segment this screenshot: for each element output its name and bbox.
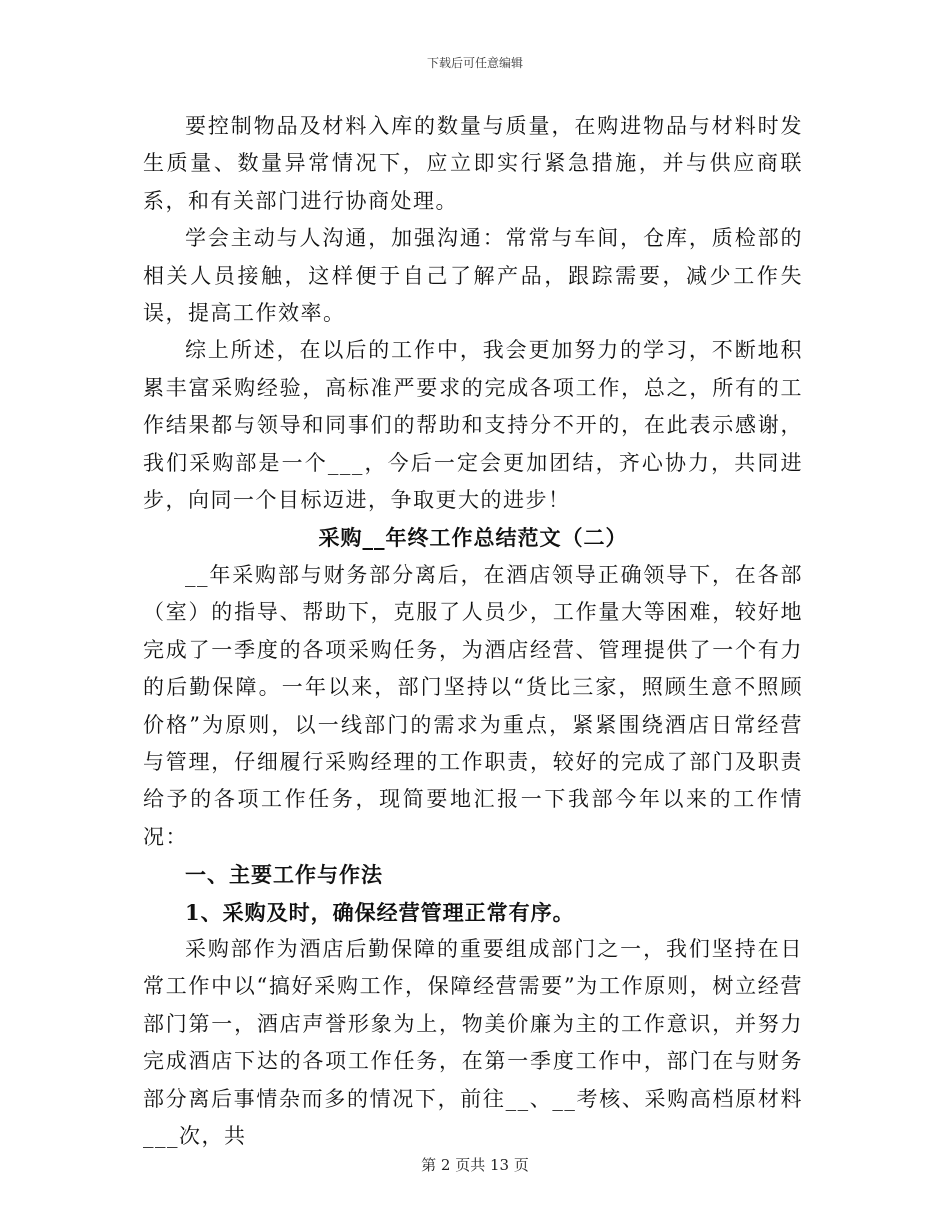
paragraph-summary: 综上所述，在以后的工作中，我会更加努力的学习，不断地积累丰富采购经验，高标准严要求的完成各项工作，总之，所有的工作结果都与领导和同事们的帮助和支持分不开的，在此表示感谢，我们采购部是一个___，今后一定会更加团结，齐心协力，共同进步，向同一个目标迈进，争取更大的进步！ — [143, 338, 803, 513]
document-body — [143, 108, 803, 1155]
paragraph-communication: 学会主动与人沟通，加强沟通：常常与车间，仓库，质检部的相关人员接触，这样便于自己了解产品，跟踪需要，减少工作失误，提高工作效率。 — [143, 226, 803, 326]
paragraph-purchasing-details: 采购部作为酒店后勤保障的重要组成部门之一，我们坚持在日常工作中以“搞好采购工作，保障经营需要”为工作原则，树立经营部门第一，酒店声誉形象为上，物美价廉为主的工作意识，并努力完成酒店下达的各项工作任务，在第一季度工作中，部门在与财务部分离后事情杂而多的情况下，前往__、__考核、采购高档原材料___次，共 — [143, 936, 803, 1148]
page-header: 下载后可任意编辑 — [426, 56, 523, 70]
paragraph-inventory-control: 要控制物品及材料入库的数量与质量，在购进物品与材料时发生质量、数量异常情况下，应立即实行紧急措施，并与供应商联系，和有关部门进行协商处理。 — [143, 114, 803, 213]
section-title: 采购__年终工作总结范文（二） — [318, 525, 628, 551]
heading-timely-purchasing: 1、采购及时，确保经营管理正常有序。 — [185, 899, 575, 925]
paragraph-intro: __年采购部与财务部分离后，在酒店领导正确领导下，在各部（室）的指导、帮助下，克服了人员少，工作量大等困难，较好地完成了一季度的各项采购任务，为酒店经营、管理提供了一个有力的后勤保障。一年以来，部门坚持以“货比三家，照顾生意不照顾价格”为原则，以一线部门的需求为重点，紧紧围绕酒店日常经营与管理，仔细履行采购经理的工作职责，较好的完成了部门及职责给予的各项工作任务，现简要地汇报一下我部今年以来的工作情况： — [143, 562, 803, 849]
page-footer: 第 2 页共 13 页 — [421, 1156, 529, 1174]
heading-main-work: 一、主要工作与作法 — [185, 862, 383, 888]
